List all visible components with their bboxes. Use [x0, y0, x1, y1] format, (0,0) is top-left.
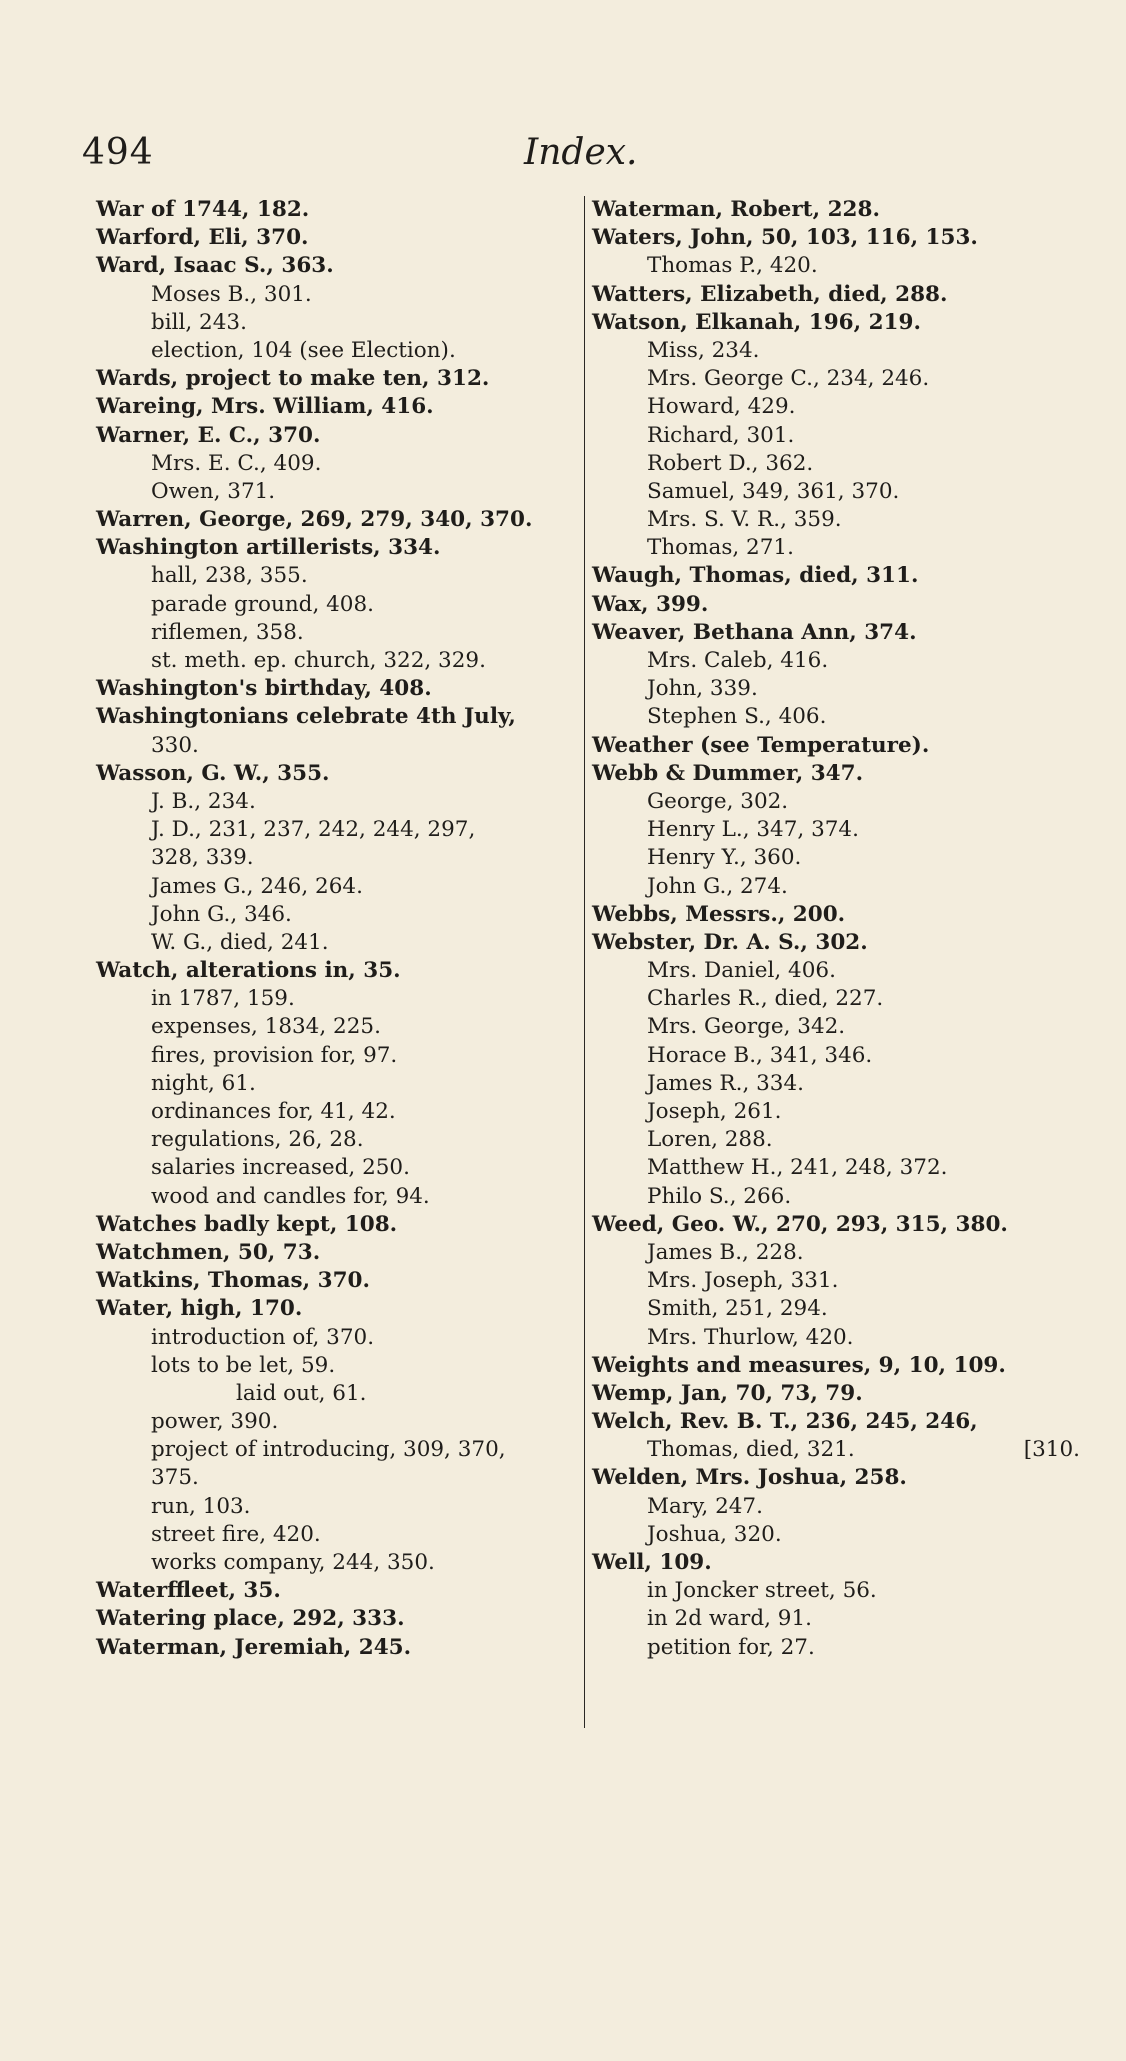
index-entry	[592, 224, 1090, 252]
index-entry-text: Loren, 288.	[647, 1127, 773, 1153]
index-entry-text: Washingtonians celebrate 4th July,	[96, 704, 516, 730]
index-entry-text: Philo S., 266.	[647, 1183, 792, 1209]
index-entry-text: hall, 238, 355.	[151, 563, 308, 589]
index-entry-text: lots to be let, 59.	[151, 1352, 336, 1378]
index-entry-text: Stephen S., 406.	[647, 704, 827, 730]
index-subentry	[96, 732, 578, 760]
index-subentry	[96, 1493, 578, 1521]
index-subentry	[96, 647, 578, 675]
index-subentry	[592, 1634, 1090, 1662]
index-entry	[96, 1605, 578, 1633]
index-entry	[592, 196, 1090, 224]
index-entry-text: Joshua, 320.	[647, 1521, 782, 1547]
index-subentry	[592, 1126, 1090, 1154]
index-entry	[96, 1267, 578, 1295]
index-entry-text: Watchmen, 50, 73.	[96, 1239, 321, 1265]
index-entry-text: Waterman, Jeremiah, 245.	[96, 1634, 412, 1660]
index-entry	[96, 506, 578, 534]
index-entry-text: J. B., 234.	[151, 788, 256, 814]
index-entry	[592, 1380, 1090, 1408]
index-entry	[96, 365, 578, 393]
index-entry	[592, 1408, 1090, 1436]
index-entry-text: Smith, 251, 294.	[647, 1296, 828, 1322]
index-entry-text: John, 339.	[647, 676, 758, 702]
index-entry-text: election, 104 (see Election).	[151, 337, 456, 363]
index-entry-text: James R., 334.	[647, 1070, 804, 1096]
index-entry-text: Mrs. George, 342.	[647, 1014, 846, 1040]
index-entry-text: Moses B., 301.	[151, 281, 312, 307]
index-subentry	[96, 929, 578, 957]
index-subentry	[96, 1183, 578, 1211]
index-subentry	[592, 1042, 1090, 1070]
index-entry	[592, 760, 1090, 788]
index-subentry	[592, 703, 1090, 731]
index-entry-text: Thomas, 271.	[647, 535, 794, 561]
index-entry	[96, 224, 578, 252]
index-subentry	[96, 844, 578, 872]
index-subentry	[592, 816, 1090, 844]
index-column-right	[592, 196, 1090, 1662]
index-subentry	[592, 1239, 1090, 1267]
index-entry	[96, 1295, 578, 1323]
index-entry	[592, 732, 1090, 760]
index-subentry	[96, 1154, 578, 1182]
index-entry-text: Charles R., died, 227.	[647, 986, 884, 1012]
index-subentry	[592, 1070, 1090, 1098]
index-subentry	[592, 1098, 1090, 1126]
index-entry-text: run, 103.	[151, 1493, 251, 1519]
index-entry-text: Thomas P., 420.	[647, 253, 818, 279]
index-entry-text: Miss, 234.	[647, 337, 760, 363]
index-entry-text: John G., 274.	[647, 873, 788, 899]
index-entry-text: ordinances for, 41, 42.	[151, 1099, 396, 1124]
index-entry-text: Warner, E. C., 370.	[96, 422, 321, 448]
index-subentry	[592, 647, 1090, 675]
index-entry-text: W. G., died, 241.	[151, 929, 329, 955]
index-entry-text: John G., 346.	[151, 901, 292, 927]
index-entry-text: Waterffleet, 35.	[96, 1578, 281, 1604]
index-entry-text: Samuel, 349, 361, 370.	[647, 478, 900, 504]
index-entry-text: Robert D., 362.	[647, 450, 814, 476]
index-subentry	[96, 1013, 578, 1041]
index-entry	[96, 760, 578, 788]
index-entry-text: 330.	[151, 732, 199, 758]
index-entry-text: Thomas, died, 321.	[647, 1437, 855, 1463]
index-subentry	[96, 901, 578, 929]
index-entry-text: riflemen, 358.	[151, 619, 304, 645]
index-entry	[96, 675, 578, 703]
index-subentry	[592, 1521, 1090, 1549]
index-subentry	[96, 985, 578, 1013]
index-entry-text: Wareing, Mrs. William, 416.	[96, 394, 434, 420]
index-entry-text: Well, 109.	[592, 1550, 712, 1575]
index-entry	[96, 1239, 578, 1267]
page-number: 494	[82, 132, 154, 173]
index-subentry	[96, 1380, 578, 1408]
index-entry-text: War of 1744, 182.	[96, 197, 310, 222]
index-entry-text: Weather (see Temperature).	[592, 732, 930, 758]
index-entry-text: Weed, Geo. W., 270, 293, 315, 380.	[592, 1211, 1008, 1237]
index-subentry	[96, 619, 578, 647]
index-entry-text: Owen, 371.	[151, 478, 276, 504]
index-subentry	[592, 985, 1090, 1013]
index-entry-text: Weights and measures, 9, 10, 109.	[592, 1352, 1006, 1378]
index-subentry	[96, 1408, 578, 1436]
index-entry-text: regulations, 26, 28.	[151, 1127, 364, 1153]
index-entry	[96, 1577, 578, 1605]
index-subentry	[96, 562, 578, 590]
index-column-left	[96, 196, 578, 1662]
index-subentry	[96, 309, 578, 337]
index-entry-text: st. meth. ep. church, 322, 329.	[151, 648, 486, 673]
index-entry-text: Mrs. S. V. R., 359.	[647, 507, 842, 533]
index-subentry	[592, 1267, 1090, 1295]
index-entry	[96, 703, 578, 731]
index-entry	[96, 393, 578, 421]
index-subentry	[592, 1605, 1090, 1633]
index-entry-text: Mrs. George C., 234, 246.	[647, 366, 930, 392]
index-entry-text: J. D., 231, 237, 242, 244, 297,	[151, 817, 476, 843]
index-entry-text: Mrs. Joseph, 331.	[647, 1268, 839, 1294]
index-entry-text: Welch, Rev. B. T., 236, 245, 246,	[592, 1409, 978, 1435]
index-entry-text: fires, provision for, 97.	[151, 1042, 398, 1068]
index-entry-text: Warford, Eli, 370.	[96, 225, 309, 251]
index-entry-text: Wax, 399.	[592, 591, 709, 617]
index-entry-text: wood and candles for, 94.	[151, 1183, 430, 1209]
index-entry-text: Henry Y., 360.	[647, 845, 802, 871]
index-entry-text: in Joncker street, 56.	[647, 1578, 877, 1604]
index-subentry	[592, 1295, 1090, 1323]
index-entry-text: Mary, 247.	[647, 1493, 763, 1519]
index-subentry	[96, 1521, 578, 1549]
index-subentry	[592, 1013, 1090, 1041]
index-subentry	[592, 422, 1090, 450]
index-subentry	[96, 1070, 578, 1098]
index-entry-text: works company, 244, 350.	[151, 1550, 435, 1575]
index-entry-text: Ward, Isaac S., 363.	[96, 253, 334, 279]
index-entry-text: in 2d ward, 91.	[647, 1606, 812, 1632]
index-entry	[592, 591, 1090, 619]
index-entry-text: Howard, 429.	[647, 394, 796, 420]
index-entry	[592, 562, 1090, 590]
index-entry-text: Richard, 301.	[647, 422, 795, 448]
index-subentry	[96, 337, 578, 365]
index-entry-text: Watches badly kept, 108.	[96, 1211, 398, 1237]
index-entry-text: Wemp, Jan, 70, 73, 79.	[592, 1380, 863, 1406]
index-entry	[96, 422, 578, 450]
index-entry-text: street fire, 420.	[151, 1521, 321, 1547]
index-entry-text: Horace B., 341, 346.	[647, 1042, 873, 1068]
index-subentry	[96, 591, 578, 619]
running-head: Index.	[524, 132, 638, 173]
index-entry-text: James G., 246, 264.	[151, 873, 363, 899]
index-entry-text: George, 302.	[647, 788, 789, 814]
index-subentry	[592, 252, 1090, 280]
index-subentry	[96, 1464, 578, 1492]
index-entry-text: power, 390.	[151, 1409, 279, 1435]
index-entry-text: Watkins, Thomas, 370.	[96, 1268, 370, 1294]
index-subentry	[96, 1126, 578, 1154]
index-entry	[592, 1549, 1090, 1577]
index-subentry	[592, 1493, 1090, 1521]
index-entry-text: Mrs. Thurlow, 420.	[647, 1324, 854, 1350]
index-entry-text: 375.	[151, 1465, 199, 1491]
index-entry-text: project of introducing, 309, 370,	[151, 1437, 506, 1463]
index-entry	[592, 929, 1090, 957]
index-entry-text: James B., 228.	[647, 1239, 804, 1265]
index-subentry	[592, 788, 1090, 816]
index-subentry	[96, 816, 578, 844]
index-entry-text: Wasson, G. W., 355.	[96, 760, 330, 786]
index-entry-text: Waterman, Robert, 228.	[592, 197, 880, 222]
index-entry	[592, 1352, 1090, 1380]
index-entry-text: Mrs. E. C., 409.	[151, 450, 322, 476]
index-entry-text: laid out, 61.	[236, 1380, 367, 1406]
index-entry	[96, 1634, 578, 1662]
index-entry-text: Washington artillerists, 334.	[96, 535, 441, 561]
index-entry-text: Webb & Dummer, 347.	[592, 760, 864, 786]
index-subentry	[592, 506, 1090, 534]
index-subentry	[592, 450, 1090, 478]
index-entry-text: bill, 243.	[151, 309, 247, 335]
index-entry	[96, 196, 578, 224]
index-entry-text: introduction of, 370.	[151, 1324, 375, 1350]
index-subentry	[592, 1183, 1090, 1211]
index-entry	[96, 1211, 578, 1239]
index-entry-text: salaries increased, 250.	[151, 1155, 410, 1181]
index-subentry	[592, 478, 1090, 506]
index-entry-text: Wards, project to make ten, 312.	[96, 366, 490, 392]
index-entry	[592, 309, 1090, 337]
index-entry-text: expenses, 1834, 225.	[151, 1014, 381, 1040]
index-subentry	[96, 1436, 578, 1464]
index-entry-text: Watson, Elkanah, 196, 219.	[592, 309, 921, 335]
index-entry-text: Warren, George, 269, 279, 340, 370.	[96, 507, 533, 533]
index-entry-text: petition for, 27.	[647, 1634, 815, 1660]
index-subentry	[592, 393, 1090, 421]
index-subentry	[592, 1436, 1090, 1464]
index-entry-text: night, 61.	[151, 1070, 256, 1096]
index-entry-text: Watch, alterations in, 35.	[96, 958, 401, 984]
index-subentry	[96, 281, 578, 309]
index-entry-text: Matthew H., 241, 248, 372.	[647, 1155, 948, 1181]
index-entry-text: Watters, Elizabeth, died, 288.	[592, 281, 948, 307]
index-subentry	[96, 788, 578, 816]
index-entry-text: Washington's birthday, 408.	[96, 676, 432, 702]
index-subentry	[96, 1098, 578, 1126]
column-divider	[584, 196, 585, 1728]
index-subentry	[96, 1549, 578, 1577]
index-subentry	[592, 337, 1090, 365]
index-subentry	[96, 1324, 578, 1352]
index-subentry	[592, 675, 1090, 703]
index-entry-text: Watering place, 292, 333.	[96, 1606, 405, 1632]
index-subentry	[96, 478, 578, 506]
index-subentry	[96, 450, 578, 478]
index-entry	[592, 619, 1090, 647]
index-entry-text: Mrs. Caleb, 416.	[647, 648, 829, 673]
index-entry	[592, 901, 1090, 929]
index-entry	[96, 252, 578, 280]
index-subentry	[592, 365, 1090, 393]
index-subentry	[96, 1352, 578, 1380]
index-subentry	[96, 873, 578, 901]
index-entry-text: Henry L., 347, 374.	[647, 817, 859, 843]
index-subentry	[592, 957, 1090, 985]
index-entry	[592, 1464, 1090, 1492]
index-subentry	[592, 844, 1090, 872]
index-entry-text: Weaver, Bethana Ann, 374.	[592, 619, 917, 645]
index-entry-text: Mrs. Daniel, 406.	[647, 958, 836, 984]
index-entry-text: parade ground, 408.	[151, 591, 374, 617]
index-entry-text: Joseph, 261.	[647, 1099, 782, 1124]
index-entry-continuation: [310.	[1023, 1437, 1080, 1463]
index-entry	[592, 281, 1090, 309]
index-subentry	[592, 1577, 1090, 1605]
index-subentry	[96, 1042, 578, 1070]
index-subentry	[592, 873, 1090, 901]
index-entry-text: Waters, John, 50, 103, 116, 153.	[592, 225, 978, 251]
index-entry-text: Welden, Mrs. Joshua, 258.	[592, 1465, 907, 1491]
index-entry-text: in 1787, 159.	[151, 986, 295, 1012]
index-subentry	[592, 1154, 1090, 1182]
index-entry	[592, 1211, 1090, 1239]
index-subentry	[592, 1324, 1090, 1352]
index-entry	[96, 957, 578, 985]
index-entry-text: Webster, Dr. A. S., 302.	[592, 929, 868, 955]
index-entry-text: Webbs, Messrs., 200.	[592, 901, 846, 927]
index-entry-text: 328, 339.	[151, 845, 254, 871]
index-entry-text: Water, high, 170.	[96, 1296, 303, 1322]
index-subentry	[592, 534, 1090, 562]
index-entry	[96, 534, 578, 562]
index-entry-text: Waugh, Thomas, died, 311.	[592, 563, 919, 589]
